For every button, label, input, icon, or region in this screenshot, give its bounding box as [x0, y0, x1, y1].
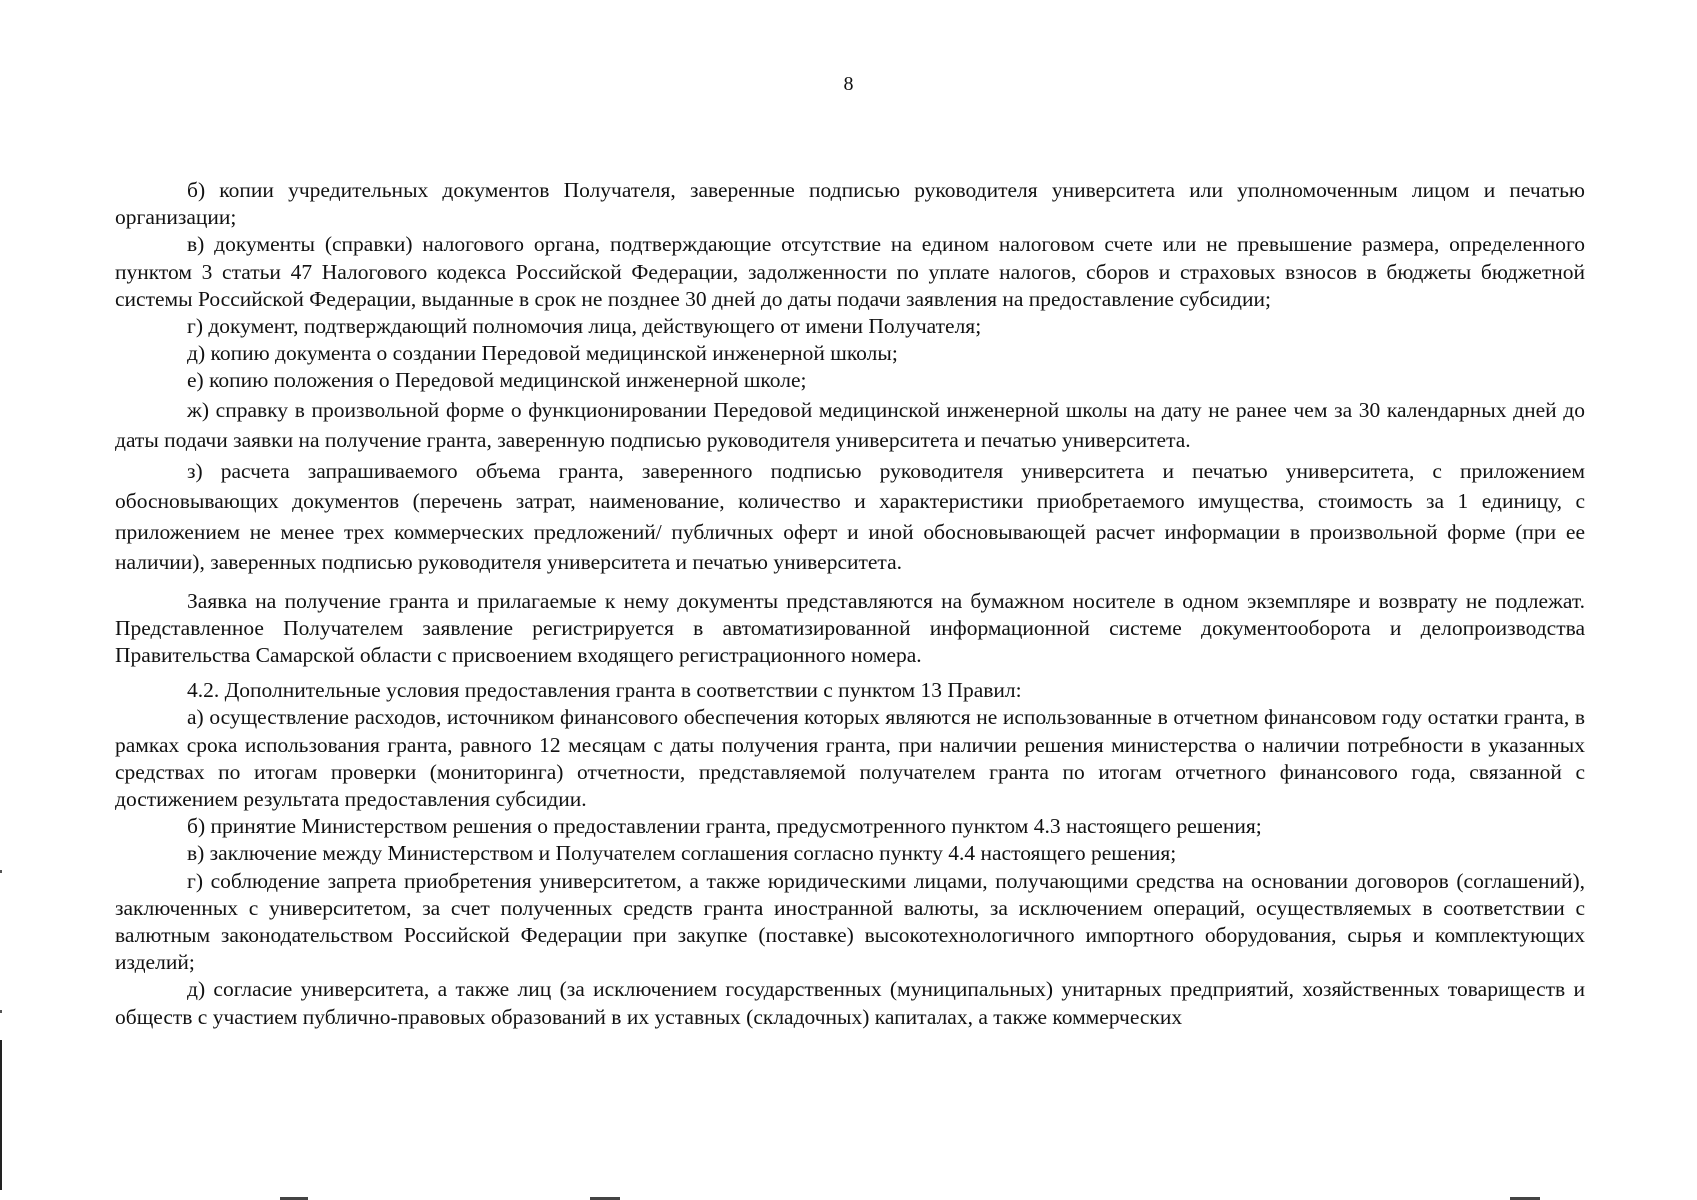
- paragraph-condition-b: б) принятие Министерством решения о предоставлении гранта, предусмотренного пунктом 4.3 настоящего решения;: [187, 814, 1262, 839]
- scan-margin-mark: [0, 1010, 2, 1013]
- scan-margin-mark: [0, 870, 2, 873]
- paragraph-gap: [115, 669, 1585, 677]
- paragraph-condition-v: в) заключение между Министерством и Получателем соглашения согласно пункту 4.4 настоящего решения;: [187, 841, 1177, 866]
- paragraph-item-b: б) копии учредительных документов Получателя, заверенные подписью руководителя университета или уполномоченным лицом и печатью организации;: [115, 178, 1585, 230]
- paragraph-section-4-2: 4.2. Дополнительные условия предоставления гранта в соответствии с пунктом 13 Правил:: [187, 678, 1022, 703]
- paragraph-item-d: д) копию документа о создании Передовой медицинской инженерной школы;: [187, 341, 898, 366]
- page-number: 8: [843, 73, 854, 95]
- paragraph-item-g: г) документ, подтверждающий полномочия лица, действующего от имени Получателя;: [187, 314, 982, 339]
- paragraph-item-zh: ж) справку в произвольной форме о функционировании Передовой медицинской инженерной школы на дату не ранее чем за 30 календарных дней до даты подачи заявки на получение гранта, заверенную подписью руководителя университета и печатью университета.: [115, 397, 1585, 453]
- paragraph-item-v: в) документы (справки) налогового органа, подтверждающие отсутствие на едином налоговом счете или не превышение размера, определенного пунктом 3 статьи 47 Налогового кодекса Российской Федерации, задолженности по уплате налогов, сборов и страховых взносов в бюджеты бюджетной системы Российской Федерации, выданные в срок не позднее 30 дней до даты подачи заявления на предоставление субсидии;: [115, 232, 1585, 311]
- paragraph-application-note: Заявка на получение гранта и прилагаемые к нему документы представляются на бумажном носителе в одном экземпляре и возврату не подлежат. Представленное Получателем заявление регистрируется в автоматизированной информационной системе документооборота и делопроизводства Правительства Самарской области с присвоением входящего регистрационного номера.: [115, 588, 1585, 668]
- paragraph-condition-d: д) согласие университета, а также лиц (за исключением государственных (муниципальных) унитарных предприятий, хозяйственных товариществ и обществ с участием публично-правовых образований в их уставных (складочных) капиталах, а также коммерческих: [115, 977, 1585, 1029]
- paragraph-gap: [115, 578, 1585, 588]
- paragraph-item-e: е) копию положения о Передовой медицинской инженерной школе;: [187, 368, 807, 393]
- paragraph-condition-g: г) соблюдение запрета приобретения университетом, а также юридическими лицами, получающими средства на основании договоров (соглашений), заключенных с университетом, за счет полученных средств гранта иностранной валюты, за исключением операций, осуществляемых в соответствии с валютным законодательством Российской Федерации при закупке (поставке) высокотехнологичного импортного оборудования, сырья и комплектующих изделий;: [115, 868, 1585, 975]
- paragraph-condition-a: а) осуществление расходов, источником финансового обеспечения которых являются не использованные в отчетном финансовом году остатки гранта, в рамках срока использования гранта, равного 12 месяцам с даты получения гранта, при наличии решения министерства о наличии потребности в указанных средствах по итогам проверки (мониторинга) отчетности, представляемой получателем гранта по итогам отчетного финансового года, связанной с достижением результата предоставления субсидии.: [115, 705, 1585, 812]
- scan-margin-edge: [0, 1040, 2, 1190]
- document-body: [115, 177, 1585, 1031]
- paragraph-item-z: з) расчета запрашиваемого объема гранта, заверенного подписью руководителя университета и печатью университета, с приложением обосновывающих документов (перечень затрат, наименование, количество и характеристики приобретаемого имущества, стоимость за 1 единицу, с приложением не менее трех коммерческих предложений/ публичных оферт и иной обосновывающей расчет информации в произвольной форме (при ее наличии), заверенных подписью руководителя университета и печатью университета.: [115, 458, 1585, 575]
